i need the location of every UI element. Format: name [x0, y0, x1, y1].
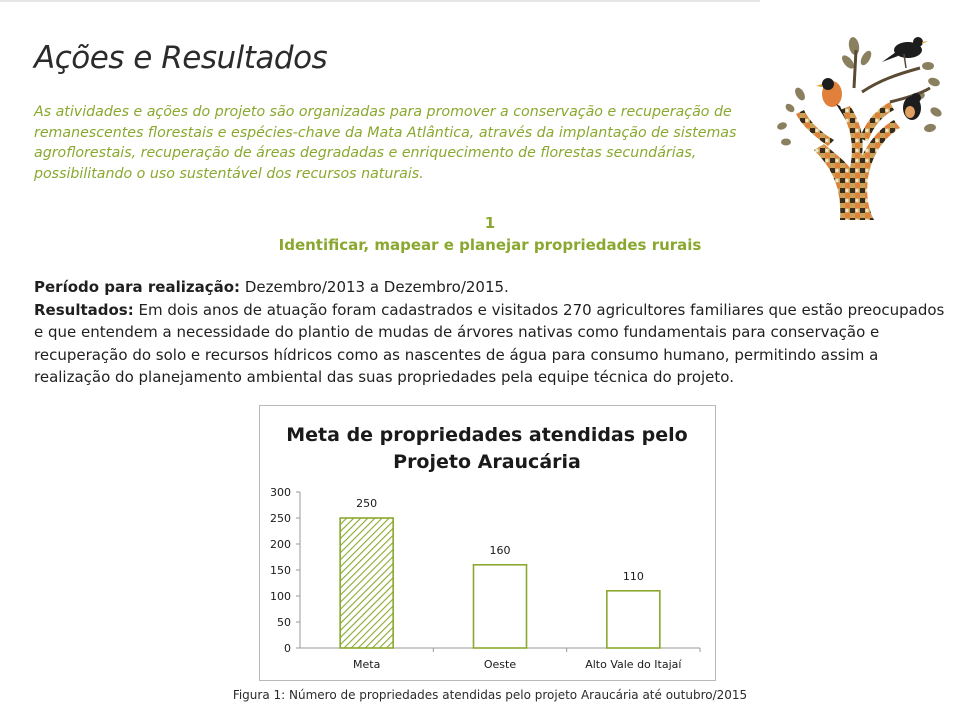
bar-0: [340, 518, 393, 648]
x-category-label: Oeste: [483, 658, 517, 671]
chart-title-line: Meta de propriedades atendidas pelo: [286, 424, 688, 446]
top-divider: [0, 0, 760, 2]
section-body: [34, 276, 954, 389]
y-tick-label: 300: [270, 486, 291, 499]
period-label: Período para realização:: [34, 278, 241, 296]
tree-with-birds-illustration: [770, 28, 950, 220]
bar-chart-frame: [259, 405, 716, 681]
bar-data-label: 110: [622, 569, 644, 583]
y-tick-label: 200: [270, 538, 291, 551]
y-tick-label: 0: [284, 642, 291, 655]
section-number: 1: [484, 214, 496, 232]
y-tick-label: 100: [270, 590, 291, 603]
x-category-label: Meta: [353, 658, 381, 671]
results-value: Em dois anos de atuação foram cadastrados e visitados 270 agricultores familiares que estão preocupados e que entendem a necessidade do plantio de mudas de árvores nativas como fundamentais para conservação e recuperação do solo e recursos hídricos como as nascentes de água para consumo humano, permitindo assim a realização do planejamento ambiental das suas propriedades pela equipe técnica do projeto.: [34, 300, 945, 386]
bar-2: [607, 591, 660, 648]
figure-caption: Figura 1: Número de propriedades atendidas pelo projeto Araucária até outubro/2015: [232, 688, 748, 702]
chart-title-line: Projeto Araucária: [393, 451, 581, 473]
results-label: Resultados:: [34, 300, 134, 319]
bar-1: [474, 565, 527, 648]
y-tick-label: 250: [270, 512, 291, 525]
section-title: Identificar, mapear e planejar propriedades rurais: [278, 236, 702, 254]
bar-data-label: 250: [356, 497, 378, 510]
bar-chart: [260, 406, 715, 680]
bar-data-label: 160: [489, 543, 511, 557]
y-tick-label: 150: [270, 564, 291, 577]
page-title: Ações e Resultados: [34, 40, 328, 76]
y-tick-label: 50: [277, 616, 291, 629]
period-value: Dezembro/2013 a Dezembro/2015.: [244, 278, 509, 296]
x-category-label: Alto Vale do Itajaí: [585, 658, 682, 671]
intro-paragraph: As atividades e ações do projeto são organizadas para promover a conservação e recuperação de remanescentes florestais e espécies-chave da Mata Atlântica, através da implantação de sistemas agroflorestais, recuperação de áreas degradadas e enriquecimento de florestas secundárias, possibilitando o uso sustentável dos recursos naturais.: [34, 104, 737, 182]
